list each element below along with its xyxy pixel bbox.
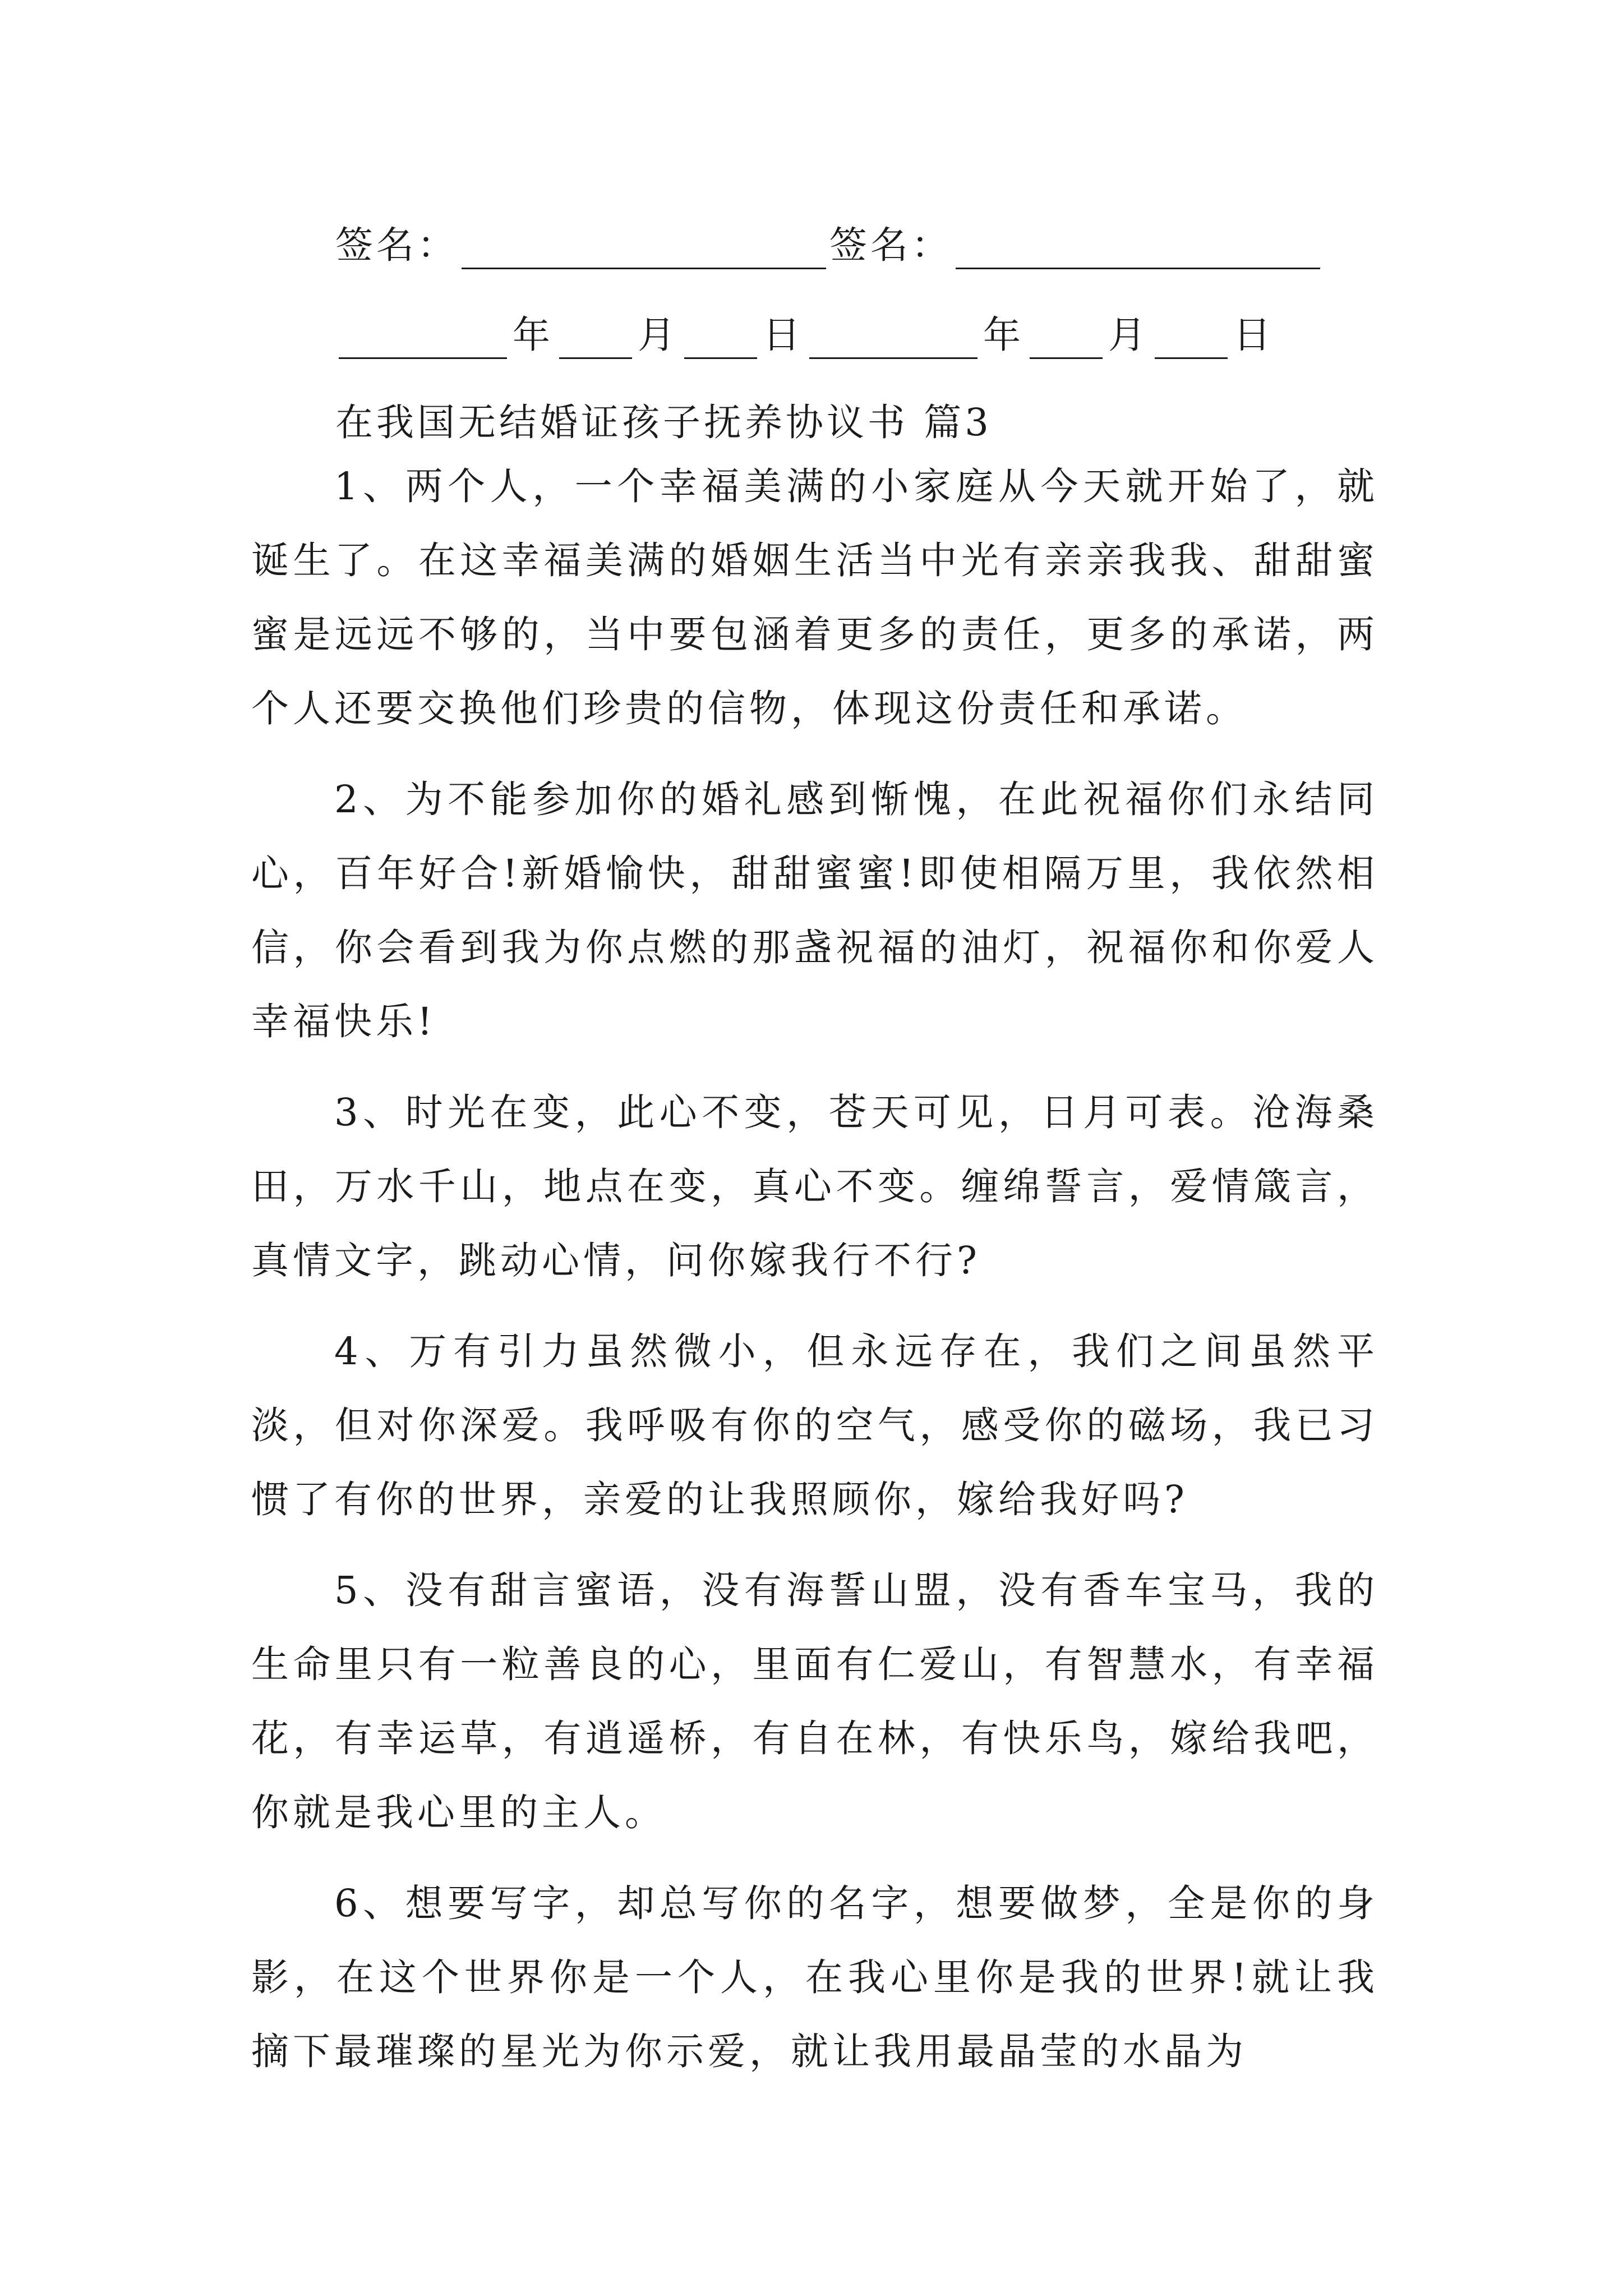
day-blank-left (684, 324, 757, 359)
day-label-right: 日 (1233, 313, 1274, 357)
paragraph-4: 4、万有引力虽然微小，但永远存在，我们之间虽然平淡，但对你深爱。我呼吸有你的空气，感受你的磁场，我已习惯了有你的世界，亲爱的让我照顾你，嫁给我好吗? (251, 1329, 1378, 1521)
year-label-left: 年 (513, 313, 554, 357)
signature-blank-left (462, 234, 826, 269)
month-blank-right (1030, 324, 1103, 359)
day-label-left: 日 (763, 313, 804, 357)
month-label-right: 月 (1108, 313, 1149, 357)
section-title: 在我国无结婚证孩子抚养协议书 篇3 (335, 401, 992, 444)
paragraph-5: 5、没有甜言蜜语，没有海誓山盟，没有香车宝马，我的生命里只有一粒善良的心，里面有仁爱山，有智慧水，有幸福花，有幸运草，有逍遥桥，有自在林，有快乐鸟，嫁给我吧，你就是我心里的主人。 (251, 1568, 1378, 1834)
month-blank-left (559, 324, 632, 359)
day-blank-right (1155, 324, 1228, 359)
paragraph-1: 1、两个人，一个幸福美满的小家庭从今天就开始了，就诞生了。在这幸福美满的婚姻生活当中光有亲亲我我、甜甜蜜蜜是远远不够的，当中要包涵着更多的责任，更多的承诺，两个人还要交换他们珍贵的信物，体现这份责任和承诺。 (251, 464, 1378, 730)
date-row (251, 269, 1378, 359)
month-label-left: 月 (638, 313, 679, 357)
paragraph-2: 2、为不能参加你的婚礼感到惭愧，在此祝福你们永结同心，百年好合!新婚愉快，甜甜蜜蜜!即使相隔万里，我依然相信，你会看到我为你点燃的那盏祝福的油灯，祝福你和你爱人幸福快乐! (251, 777, 1378, 1043)
paragraph-3: 3、时光在变，此心不变，苍天可见，日月可表。沧海桑田，万水千山，地点在变，真心不变。缠绵誓言，爱情箴言，真情文字，跳动心情，问你嫁我行不行? (251, 1091, 1378, 1282)
year-blank-left (339, 324, 507, 359)
signature-row (251, 196, 1378, 269)
paragraph-6: 6、想要写字，却总写你的名字，想要做梦，全是你的身影，在这个世界你是一个人，在我心里你是我的世界!就让我摘下最璀璨的星光为你示爱，就让我用最晶莹的水晶为 (251, 1881, 1378, 2073)
year-label-right: 年 (983, 313, 1024, 357)
signature-label-right: 签名： (829, 223, 952, 267)
year-blank-right (809, 324, 978, 359)
signature-blank-right (956, 234, 1320, 269)
signature-label-left: 签名： (335, 223, 458, 267)
document-content (251, 196, 1378, 2105)
